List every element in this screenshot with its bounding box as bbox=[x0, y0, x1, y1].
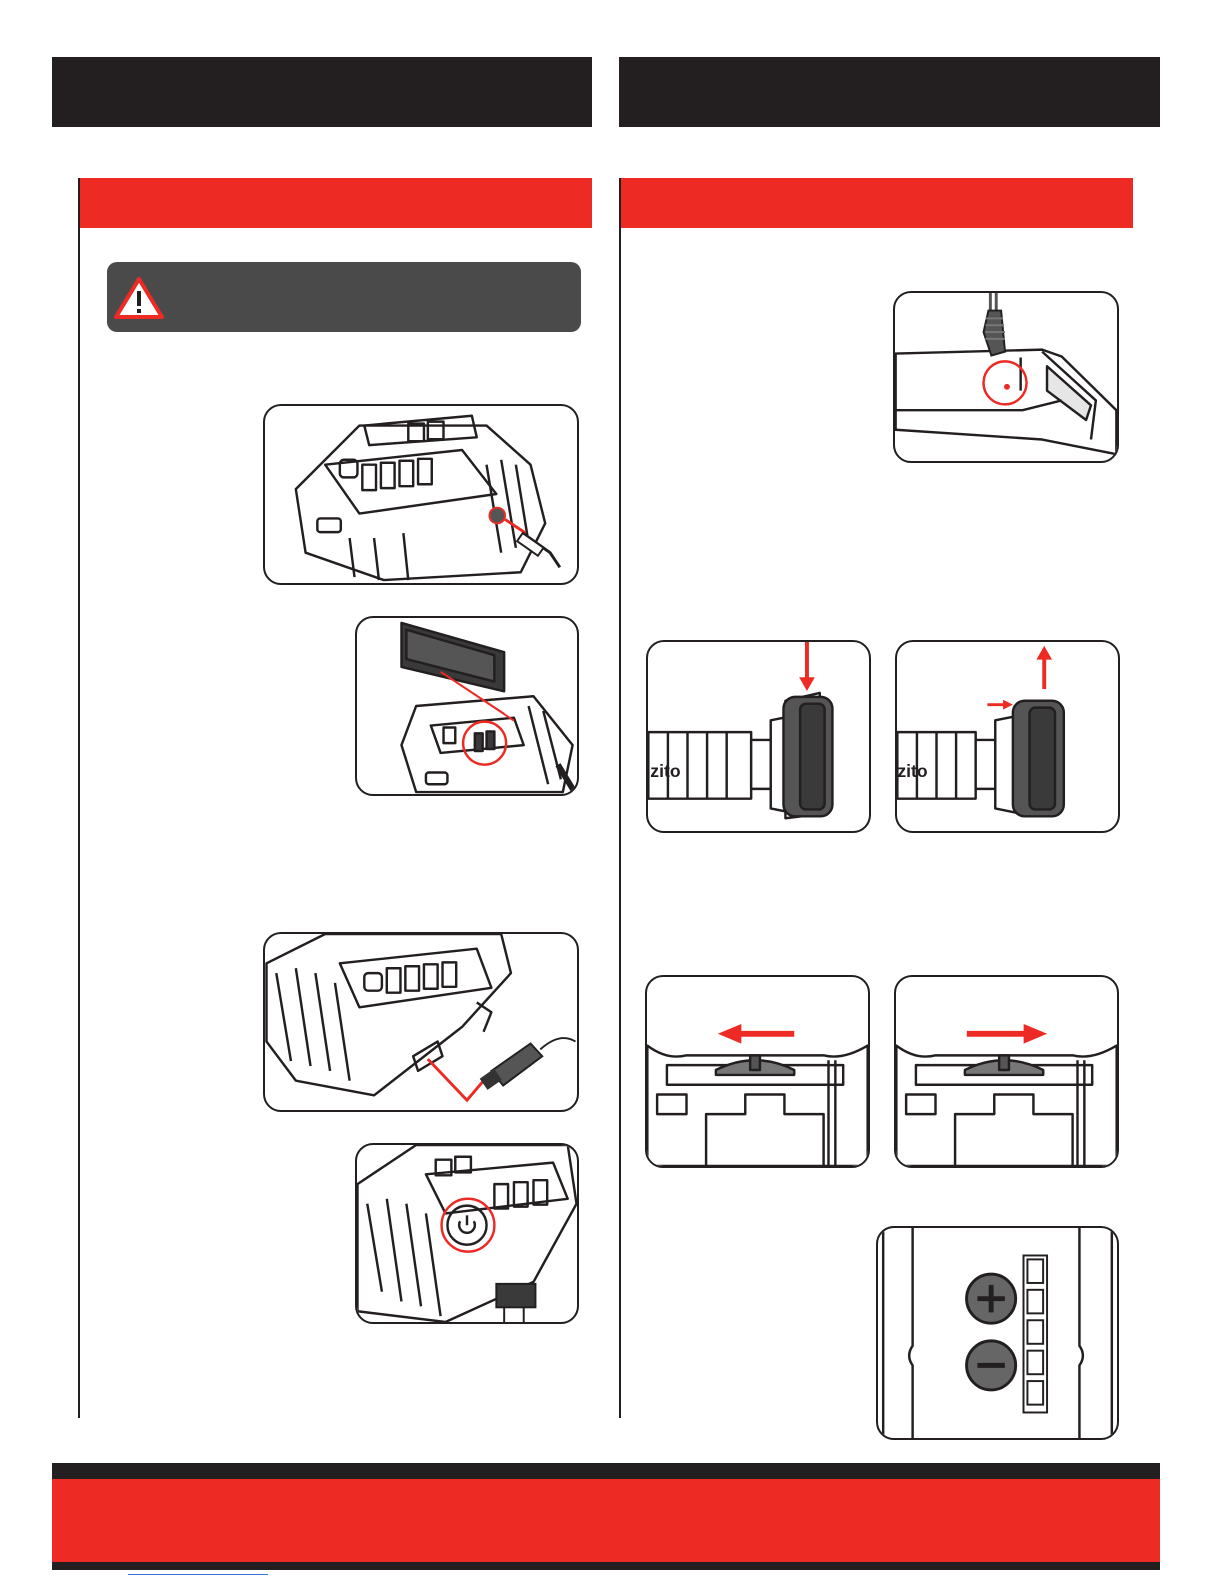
minus-icon bbox=[967, 1341, 1016, 1390]
slide-left-figure bbox=[645, 975, 870, 1168]
usb-port-figure bbox=[263, 932, 579, 1112]
left-header-bar bbox=[52, 57, 592, 127]
svg-text:zito: zito bbox=[897, 761, 928, 782]
footer-link-underline[interactable] bbox=[128, 1574, 268, 1575]
right-header-bar bbox=[619, 57, 1160, 127]
right-section-bar bbox=[621, 178, 1133, 228]
footer-red-band bbox=[52, 1479, 1160, 1562]
slide-right-figure bbox=[894, 975, 1119, 1168]
right-column-rule bbox=[619, 178, 621, 1418]
brightness-control-figure bbox=[876, 1226, 1119, 1440]
plus-icon bbox=[967, 1274, 1016, 1323]
torch-charge-port-figure bbox=[893, 291, 1119, 463]
warning-triangle-icon bbox=[113, 276, 165, 320]
warning-box bbox=[107, 262, 581, 332]
left-section-bar bbox=[80, 178, 592, 228]
footer-bottom-band bbox=[52, 1562, 1160, 1570]
charger-dc-port-figure bbox=[263, 404, 579, 585]
torch-head-release-figure bbox=[895, 640, 1120, 833]
svg-text:zito: zito bbox=[650, 761, 681, 782]
left-column-rule bbox=[78, 178, 80, 1418]
power-button-figure bbox=[355, 1143, 579, 1324]
battery-insert-figure bbox=[355, 616, 579, 796]
footer-top-band bbox=[52, 1463, 1160, 1479]
torch-head-press-figure bbox=[646, 640, 871, 833]
